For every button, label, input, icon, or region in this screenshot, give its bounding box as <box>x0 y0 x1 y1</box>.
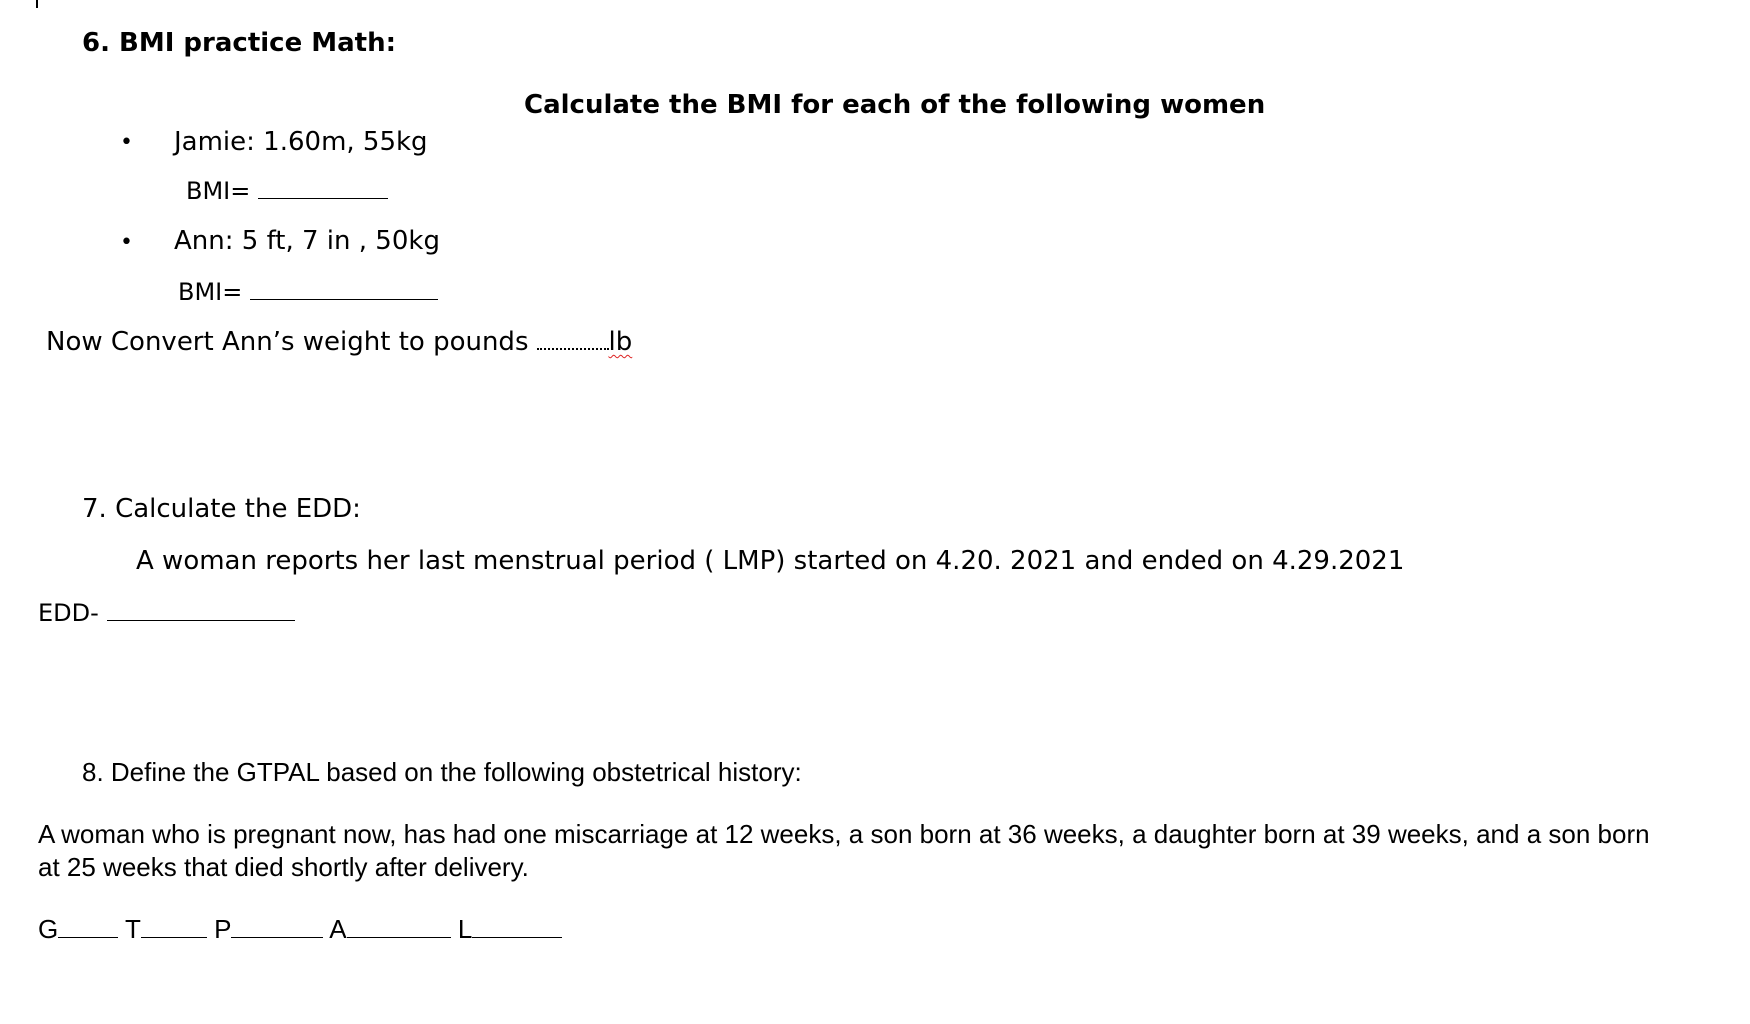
q8-text: A woman who is pregnant now, has had one miscarriage at 12 weeks, a son born at 36 weeks, a daughter born at 39 weeks, and a son born at 25 weeks that died shortly after delivery. <box>38 819 1650 882</box>
gtpal-a-blank[interactable] <box>347 915 451 938</box>
edd-label: EDD- <box>38 599 99 627</box>
gtpal-p-label: P <box>214 914 232 944</box>
q6-bullet-1: • <box>120 130 133 155</box>
gtpal-g-label: G <box>38 914 59 944</box>
gtpal-l-label: L <box>457 914 473 944</box>
q7-heading: 7. Calculate the EDD: <box>82 494 361 524</box>
gtpal-a-label: A <box>329 914 347 944</box>
q6-answer-ann <box>178 277 438 306</box>
gtpal-t-blank[interactable] <box>141 915 207 938</box>
convert-blank[interactable] <box>537 326 609 350</box>
q6-convert <box>46 326 632 357</box>
q6-instruction: Calculate the BMI for each of the following women <box>524 90 1266 120</box>
bmi-label-jamie: BMI= <box>186 177 251 205</box>
convert-unit: lb <box>608 327 633 357</box>
bmi-blank-ann[interactable] <box>250 277 438 300</box>
edd-blank[interactable] <box>107 598 295 621</box>
gtpal-answer-row <box>38 914 562 945</box>
q8-heading: 8. Define the GTPAL based on the following obstetrical history: <box>82 757 802 787</box>
q6-bullet-2: • <box>120 230 133 255</box>
q7-text: A woman reports her last menstrual period ( LMP) started on 4.20. 2021 and ended on 4.29.2021 <box>136 546 1405 576</box>
gtpal-g-blank[interactable] <box>58 915 118 938</box>
q6-item-jamie: Jamie: 1.60m, 55kg <box>174 127 428 157</box>
q6-item-ann: Ann: 5 ft, 7 in , 50kg <box>174 226 440 256</box>
text-cursor-mark <box>36 0 38 8</box>
q6-heading: 6. BMI practice Math: <box>82 28 397 58</box>
bmi-blank-jamie[interactable] <box>258 176 388 199</box>
convert-text: Now Convert Ann’s weight to pounds <box>46 327 529 357</box>
q6-answer-jamie <box>186 176 388 205</box>
gtpal-l-blank[interactable] <box>472 915 562 938</box>
gtpal-t-label: T <box>125 914 141 944</box>
bmi-label-ann: BMI= <box>178 278 243 306</box>
q7-answer <box>38 598 295 627</box>
gtpal-p-blank[interactable] <box>231 915 323 938</box>
